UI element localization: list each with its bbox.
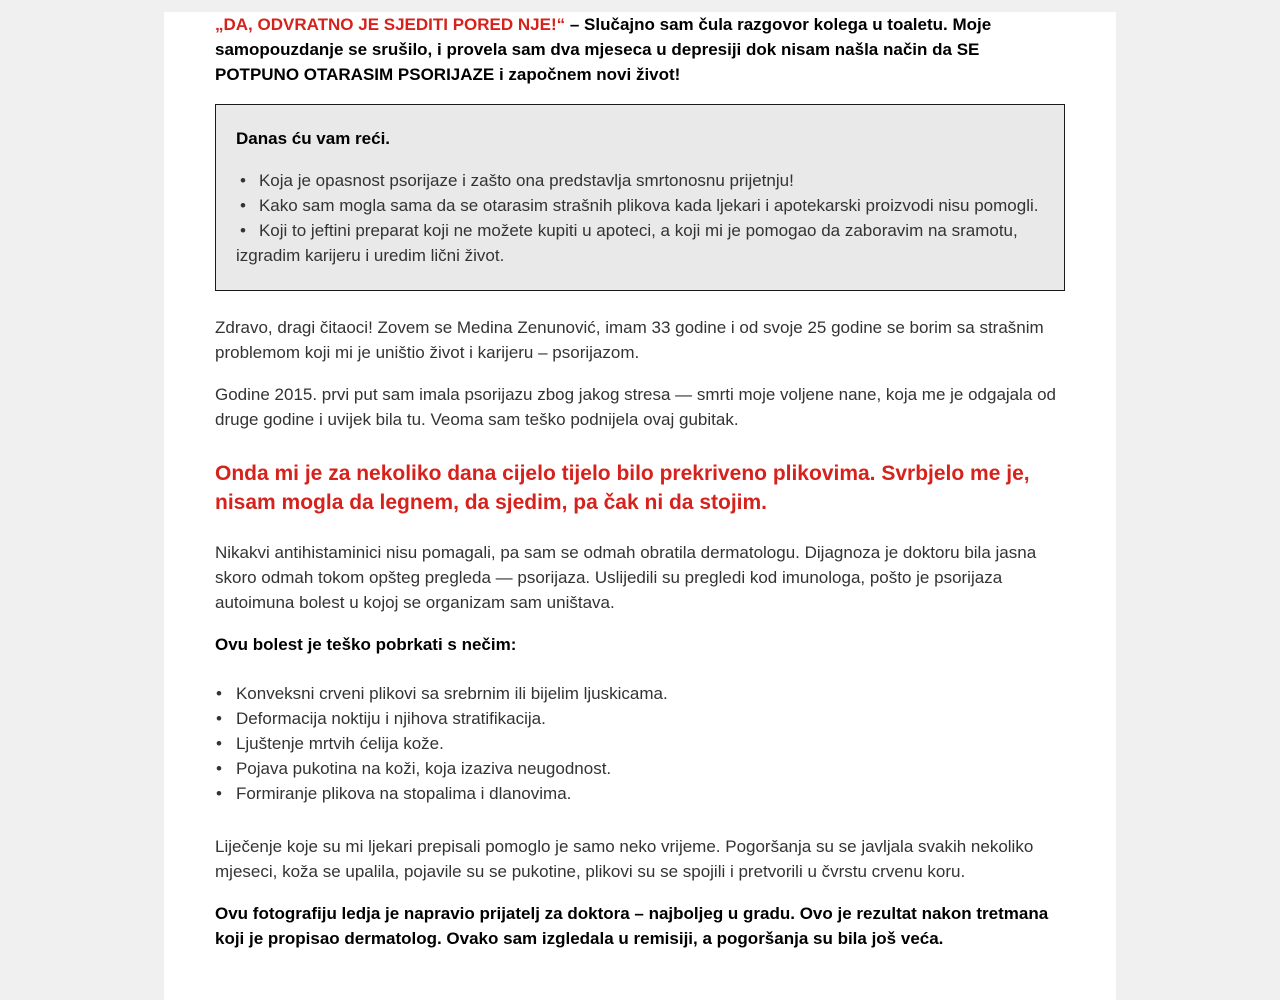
symptoms-title: Ovu bolest je teško pobrkati s nečim:	[215, 635, 517, 654]
info-box	[215, 104, 1065, 291]
info-box-list	[236, 168, 1044, 268]
intro-quote: „DA, ODVRATNO JE SJEDITI PORED NJE!“	[215, 15, 566, 34]
info-box-item: • Kako sam mogla sama da se otarasim strašnih plikova kada ljekari i apotekarski proizvodi nisu pomogli.	[236, 193, 1044, 218]
intro-caps: SE POTPUNO OTARASIM PSORIJAZE	[215, 40, 980, 84]
year-2015-paragraph: Godine 2015. prvi put sam imala psorijazu zbog jakog stresa — smrti moje voljene nane, koja me je odgajala od druge godine i uvijek bila tu. Veoma sam teško podnijela ovaj gubitak.	[215, 385, 1057, 429]
symptom-item: • Pojava pukotina na koži, koja izaziva neugodnost.	[215, 756, 1065, 781]
article-content	[215, 12, 1065, 951]
article-page	[164, 12, 1116, 1000]
symptom-item: • Ljuštenje mrtvih ćelija kože.	[215, 731, 1065, 756]
info-box-title: Danas ću vam reći.	[236, 129, 391, 148]
red-heading: Onda mi je za nekoliko dana cijelo tijelo bilo prekriveno plikovima. Svrbjelo me je, nisam mogla da legnem, da sjedim, pa čak ni da stojim.	[215, 462, 1030, 514]
intro-ending: i započnem novi život!	[494, 65, 681, 84]
photo-caption-paragraph: Ovu fotografiju ledja je napravio prijatelj za doktora – najboljeg u gradu. Ovo je rezultat nakon tretmana koji je propisao dermatolog. Ovako sam izgledala u remisiji, a pogoršanja su bila još veća.	[215, 904, 1049, 948]
symptom-item: • Konveksni crveni plikovi sa srebrnim ili bijelim ljuskicama.	[215, 681, 1065, 706]
symptom-item: • Deformacija noktiju i njihova stratifikacija.	[215, 706, 1065, 731]
intro-paragraph	[215, 12, 1065, 87]
relapse-paragraph: Liječenje koje su mi ljekari prepisali pomoglo je samo neko vrijeme. Pogoršanja su se javljala svakih nekoliko mjeseci, koža se upalila, pojavile su se pukotine, plikovi su se spojili i pretvorili u čvrstu crvenu koru.	[215, 837, 1034, 881]
intro-after-quote: – Slučajno sam čula razgovor kolega u toaletu. Moje samopouzdanje se srušilo, i provela sam dva mjeseca u depresiji dok nisam našla način da	[215, 15, 992, 59]
symptoms-list	[215, 681, 1065, 806]
greeting-paragraph: Zdravo, dragi čitaoci! Zovem se Medina Zenunović, imam 33 godine i od svoje 25 godine se borim sa strašnim problemom koji mi je uništio život i karijeru – psorijazom.	[215, 318, 1044, 362]
info-box-item: • Koji to jeftini preparat koji ne možete kupiti u apoteci, a koji mi je pomogao da zaboravim na sramotu, izgradim karijeru i uredim lični život.	[236, 218, 1044, 268]
doctors-paragraph: Nikakvi antihistaminici nisu pomagali, pa sam se odmah obratila dermatologu. Dijagnoza je doktoru bila jasna skoro odmah tokom opšteg pregleda — psorijaza. Uslijedili su pregledi kod imunologa, pošto je psorijaza autoimuna bolest u kojoj se organizam sam uništava.	[215, 543, 1037, 612]
symptom-item: • Formiranje plikova na stopalima i dlanovima.	[215, 781, 1065, 806]
info-box-item: • Koja je opasnost psorijaze i zašto ona predstavlja smrtonosnu prijetnju!	[236, 168, 1044, 193]
